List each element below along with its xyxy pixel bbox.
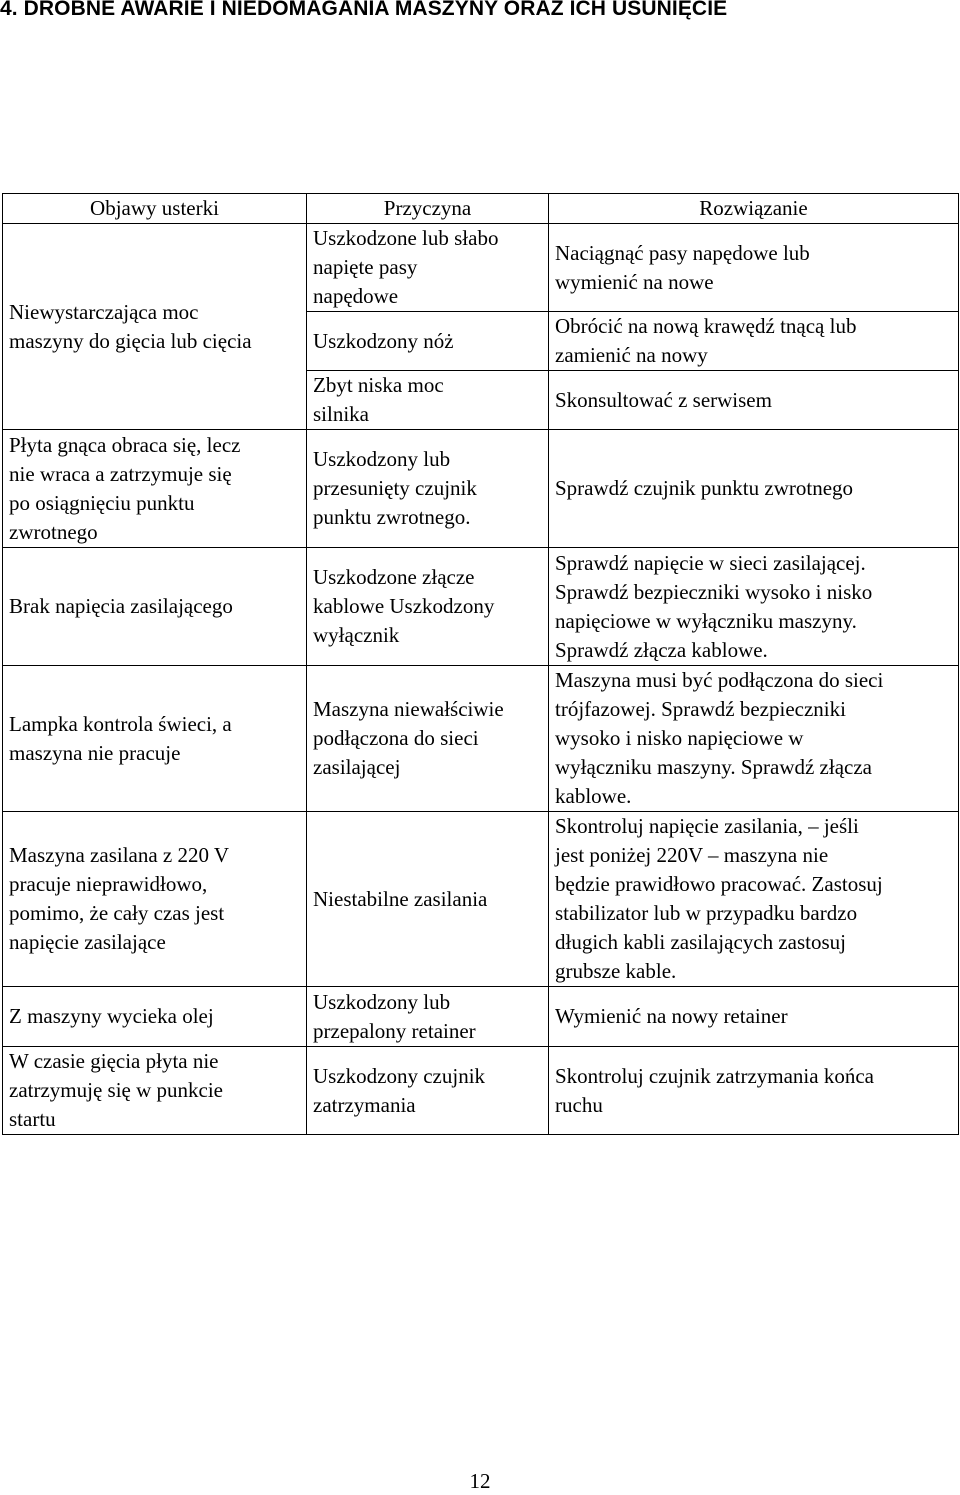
solution-cell: Skonsultować z serwisem: [549, 371, 959, 430]
table-row: [3, 548, 959, 666]
table-row: [3, 1047, 959, 1135]
solution-cell: Wymienić na nowy retainer: [549, 987, 959, 1047]
solution-cell: Sprawdź czujnik punktu zwrotnego: [549, 430, 959, 548]
cause-cell: Niestabilne zasilania: [307, 812, 549, 987]
symptom-cell: Lampka kontrola świeci, a maszyna nie pracuje: [3, 666, 307, 812]
cause-cell: Uszkodzony nóż: [307, 312, 549, 371]
symptom-cell: Płyta gnąca obraca się, lecz nie wraca a zatrzymuje się po osiągnięciu punktu zwrotnego: [3, 430, 307, 548]
solution-cell: Maszyna musi być podłączona do sieci trójfazowej. Sprawdź bezpieczniki wysoko i nisko napięciowe w wyłączniku maszyny. Sprawdź złącza kablowe.: [549, 666, 959, 812]
cause-cell: Uszkodzony czujnik zatrzymania: [307, 1047, 549, 1135]
symptom-cell: Brak napięcia zasilającego: [3, 548, 307, 666]
symptom-cell: Niewystarczająca moc maszyny do gięcia lub cięcia: [3, 224, 307, 430]
cause-cell: Maszyna niewałściwie podłączona do sieci zasilającej: [307, 666, 549, 812]
page-number: 12: [469, 1469, 491, 1493]
solution-cell: Sprawdź napięcie w sieci zasilającej. Sprawdź bezpieczniki wysoko i nisko napięciowe w wyłączniku maszyny. Sprawdź złącza kablowe.: [549, 548, 959, 666]
table-row: [3, 987, 959, 1047]
solution-cell: Naciągnąć pasy napędowe lub wymienić na nowe: [549, 224, 959, 312]
header-symptom: Objawy usterki: [3, 194, 307, 224]
solution-cell: Skontroluj napięcie zasilania, – jeśli jest poniżej 220V – maszyna nie będzie prawidłowo pracować. Zastosuj stabilizator lub w przypadku bardzo długich kabli zasilających zastosuj grubsze kable.: [549, 812, 959, 987]
table-row: [3, 666, 959, 812]
table-row: [3, 224, 959, 312]
table-header-row: [3, 194, 959, 224]
troubleshooting-table: [2, 193, 959, 1135]
table-row: [3, 812, 959, 987]
header-cause: Przyczyna: [307, 194, 549, 224]
symptom-cell: Maszyna zasilana z 220 V pracuje nieprawidłowo, pomimo, że cały czas jest napięcie zasilające: [3, 812, 307, 987]
section-heading: 4. DROBNE AWARIE I NIEDOMAGANIA MASZYNY ORAZ ICH USUNIĘCIE: [0, 0, 728, 20]
symptom-cell: Z maszyny wycieka olej: [3, 987, 307, 1047]
table-row: [3, 430, 959, 548]
cause-cell: Uszkodzony lub przepalony retainer: [307, 987, 549, 1047]
cause-cell: Uszkodzone lub słabo napięte pasy napędowe: [307, 224, 549, 312]
symptom-cell: W czasie gięcia płyta nie zatrzymuję się w punkcie startu: [3, 1047, 307, 1135]
cause-cell: Zbyt niska moc silnika: [307, 371, 549, 430]
header-solution: Rozwiązanie: [549, 194, 959, 224]
solution-cell: Skontroluj czujnik zatrzymania końca ruchu: [549, 1047, 959, 1135]
cause-cell: Uszkodzone złącze kablowe Uszkodzony wyłącznik: [307, 548, 549, 666]
cause-cell: Uszkodzony lub przesunięty czujnik punktu zwrotnego.: [307, 430, 549, 548]
solution-cell: Obrócić na nową krawędź tnącą lub zamienić na nowy: [549, 312, 959, 371]
